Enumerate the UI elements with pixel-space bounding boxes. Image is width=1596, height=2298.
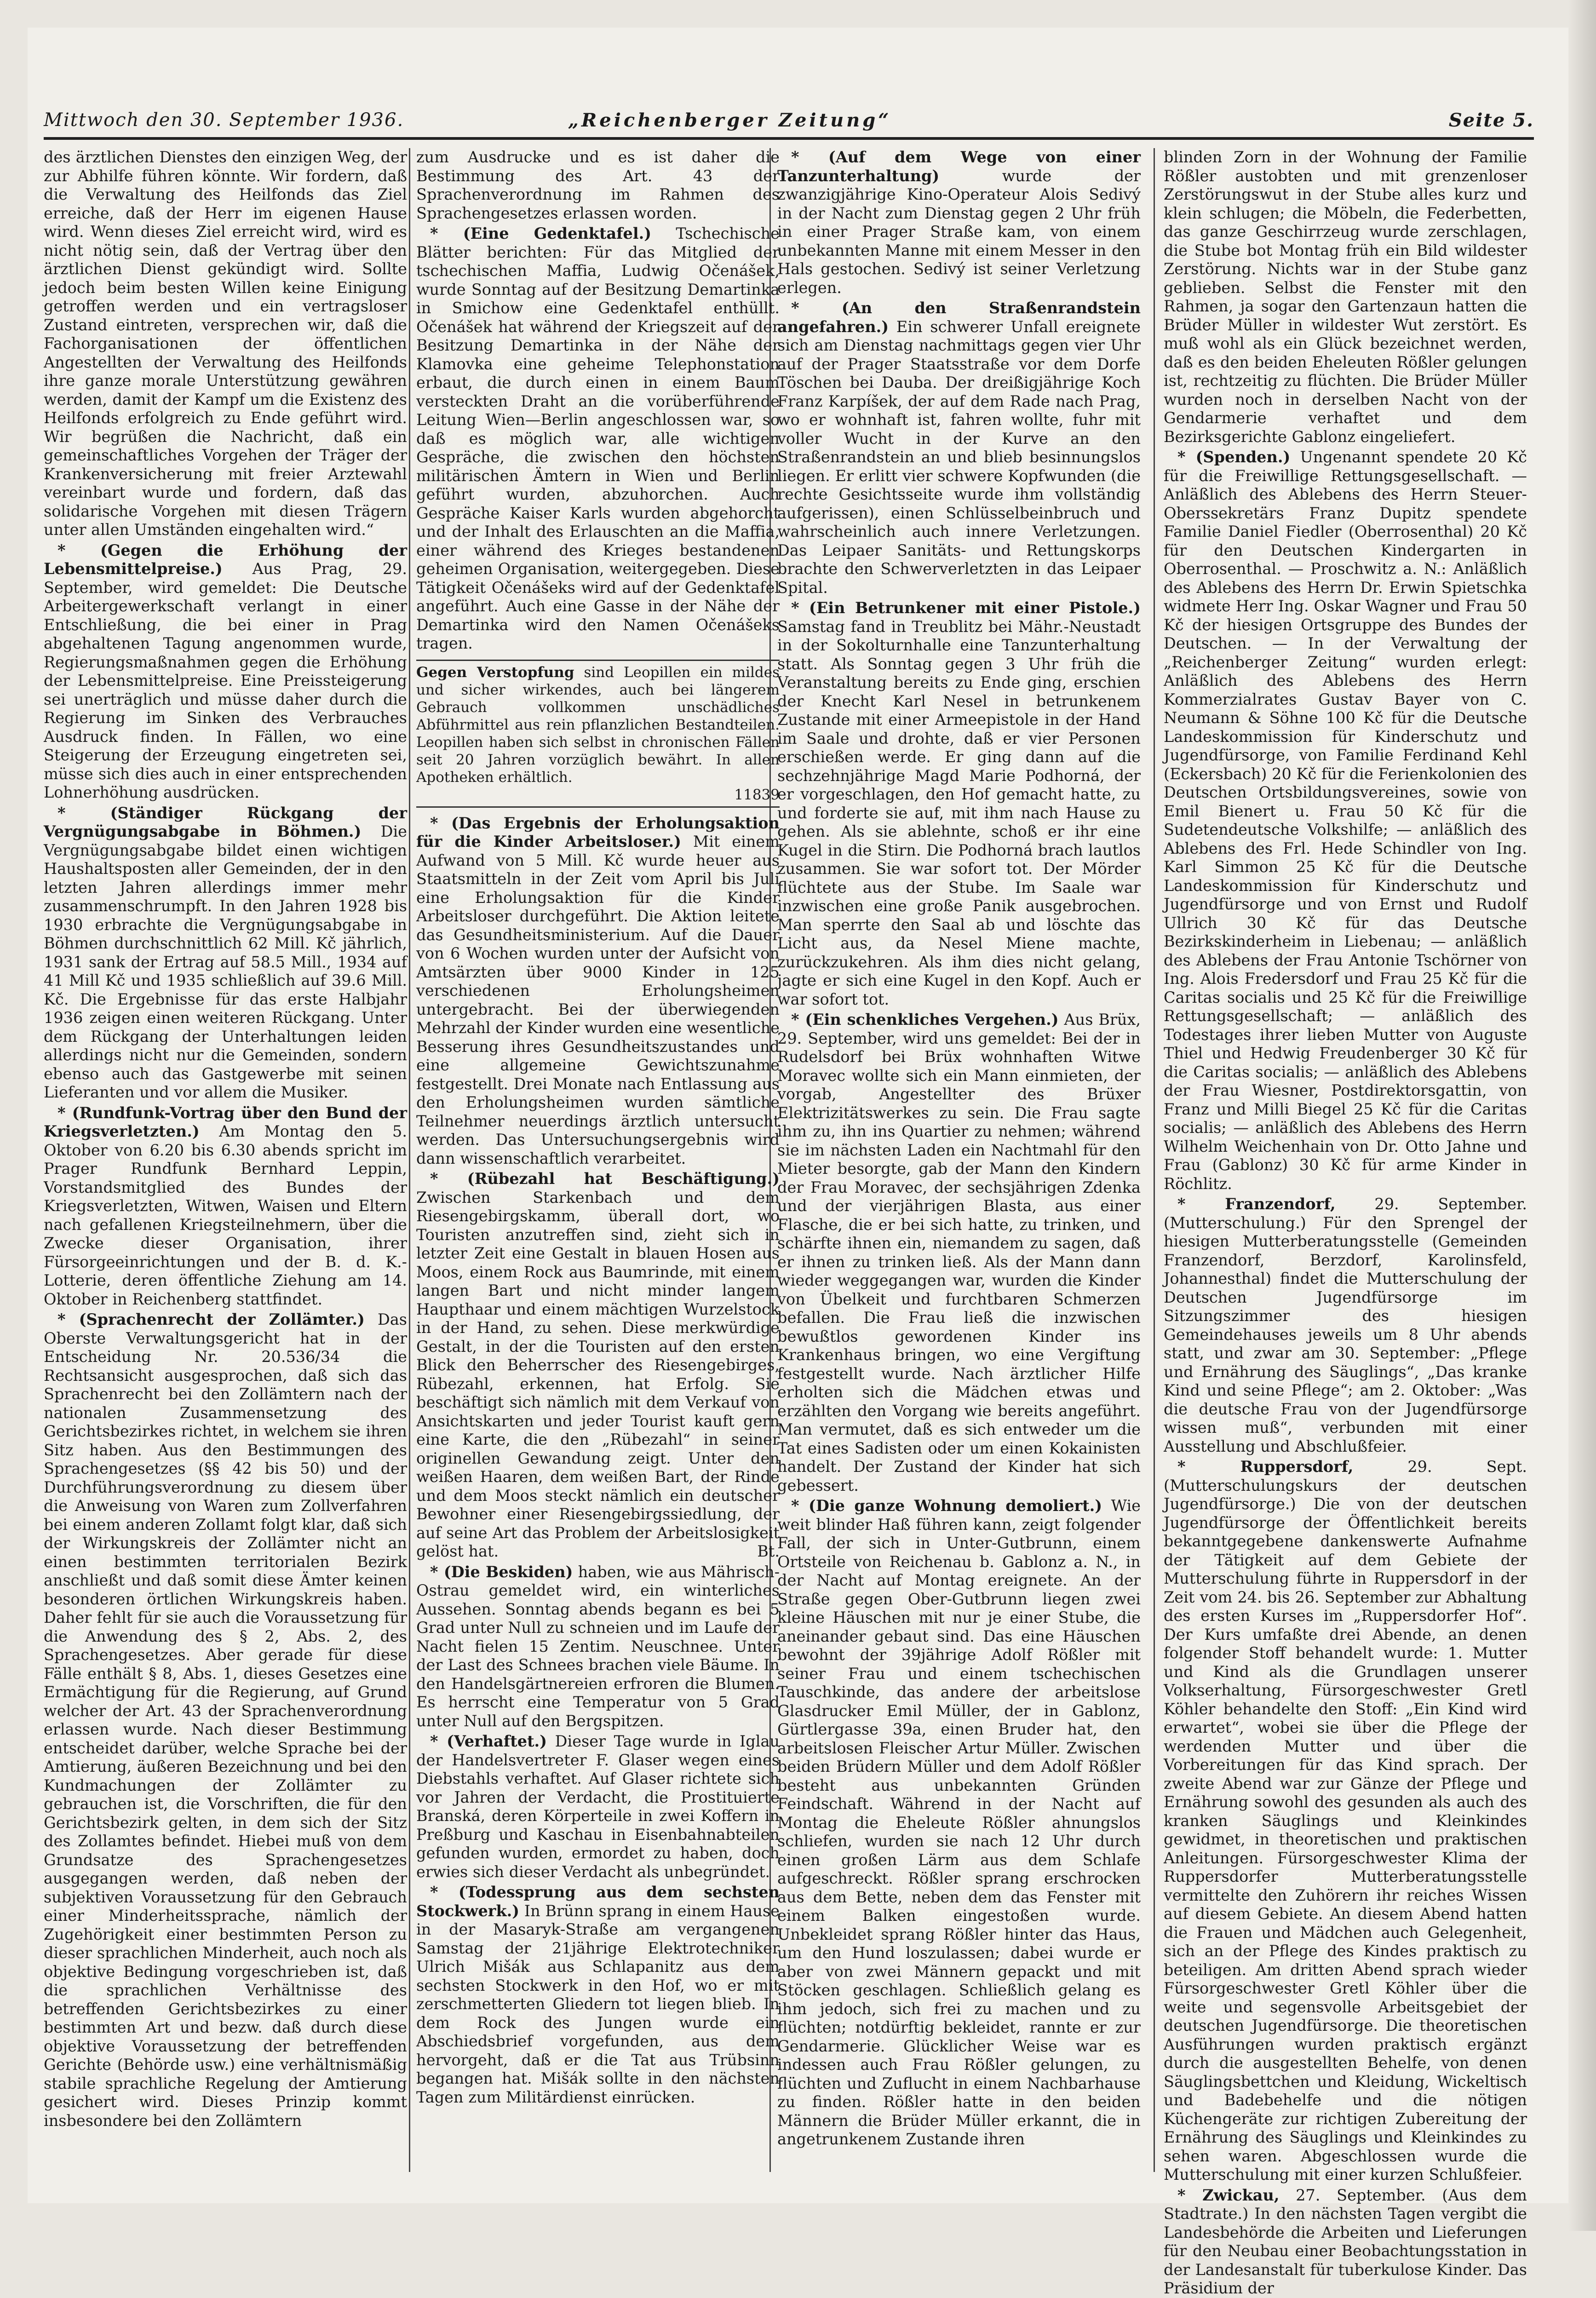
article-heading: * (Gegen die Erhöhung der Lebensmittelpreise.) bbox=[44, 541, 407, 578]
article-text: In Brünn sprang in einem Hause in der Masaryk-Straße am vergangenen Samstag der 21jährige Elektrotechniker Ulrich Mišák aus Schlapanitz aus dem sechsten Stockwerk in den Hof, wo er mit zerschmetterten Gliedern tot liegen blieb. In dem Rock des Jungen wurde ein Abschiedsbrief vorgefunden, aus dem hervorgeht, daß er die Tat aus Trübsinn begangen hat. Mišák sollte in den nächsten Tagen zum Militärdienst einrücken. bbox=[416, 1902, 780, 2106]
article-strassenrandstein bbox=[777, 299, 1141, 597]
article-text: Dieser Tage wurde in Iglau der Handelsvertreter F. Glaser wegen eines Diebstahls verhaftet. Auf Glaser richtete sich vor Jahren der Verdacht, die Prostituierte Branská, deren Körperteile in zwei Koffern in Preßburg und Kaschau in Eisenbahnabteilen gefunden wurden, ermordet zu haben, doch erwies sich dieser Verdacht als unbegründet. bbox=[416, 1732, 780, 1881]
article-text: Aus Prag, 29. September, wird gemeldet: Die Deutsche Arbeitergewerkschaft verlangt in einer Entschließung, die bei einer in Prag abgehaltenen Tagung angenommen wurde, Regierungsmaßnahmen gegen die Erhöhung der Lebensmittelpreise. Eine Preissteigerung sei unerträglich und müsse daher durch die Regierung im Sinken des Verbrauches Ausdruck finden. In Fällen, wo eine Steigerung der Erzeugung eingetreten sei, müsse sich dies auch in einer entsprechenden Lohnerhöhung ausdrücken. bbox=[44, 560, 407, 801]
article-wohnung-demoliert bbox=[777, 1497, 1141, 2149]
article-gedenktafel bbox=[416, 224, 780, 653]
article-beskiden bbox=[416, 1563, 780, 1731]
article-text: Tschechische Blätter berichten: Für das Mitglied der tschechischen Maffia, Ludwig Očenášek, wurde Sonntag auf der Besitzung Demartinka in Smichow eine Gedenktafel enthüllt. Očenášek hat während der Kriegszeit auf der Besitzung Demartinka in der Nähe der Klamovka eine geheime Telephonstation erbaut, die durch einen in einem Baum versteckten Draht an die vorüberführende Leitung Wien—Berlin angeschlossen war, so daß es möglich war, alle wichtigen Gespräche, die zwischen den höchsten militärischen Ämtern in Wien und Berlin geführt wurden, abzuhorchen. Auch Gespräche Kaiser Karls wurden abgehorcht und der Inhalt des Erlauschten an die Maffia, einer während des Krieges bestandenen geheimen Organisation, weitergegeben. Diese Tätigkeit Očenášeks wird auf der Gedenktafel angeführt. Auch eine Gasse in der Nähe der Demartinka wird den Namen Očenášeks tragen. bbox=[416, 224, 780, 652]
article-text: Am Montag den 5. Oktober von 6.20 bis 6.30 abends spricht im Prager Rundfunk Bernhard Leppin, Vorstandsmitglied des Bundes der Kriegsverletzten, Witwen, Waisen und Eltern nach gefallenen Kriegsteilnehmern, über die Zwecke dieser Organisation, ihrer Fürsorgeeinrichtungen und der B. d. K.-Lotterie, deren öffentliche Ziehung am 14. Oktober in Reichenberg stattfindet. bbox=[44, 1122, 408, 1308]
article-erholungsaktion bbox=[416, 814, 780, 1168]
article-todessprung bbox=[416, 1883, 780, 2107]
article-heading: * (Todessprung aus dem sechsten Stockwerk.) bbox=[416, 1883, 780, 1920]
header-rule bbox=[44, 137, 1534, 140]
column-2 bbox=[416, 148, 780, 2172]
article-text: blinden Zorn in der Wohnung der Familie Rößler austobten und mit grenzenloser Zerstörungswut in der Stube alles kurz und klein schlugen; die Möbeln, die Federbetten, das ganze Geschirrzeug wurde zerschlagen, die Stube bot Montag früh ein Bild wildester Zerstörung. Nichts war in der Stube ganz geblieben. Selbst die Fenster mit den Rahmen, ja sogar den Gartenzaun hatten die Brüder Müller in wildester Wut zerstört. Es muß wohl als ein Glück bezeichnet werden, daß es den beiden Eheleuten Rößler gelungen ist, rechtzeitig zu flüchten. Die Brüder Müller wurden noch in derselben Nacht von der Gendarmerie verhaftet und dem Bezirksgerichte Gablonz eingeliefert. bbox=[1164, 148, 1527, 446]
article-text: Samstag fand in Treublitz bei Mähr.-Neustadt in der Sokolturnhalle eine Tanzunterhaltung statt. Als Sonntag gegen 3 Uhr früh die Veranstaltung bereits zu Ende ging, erschien der Knecht Karl Nesel in betrunkenem Zustande mit einer Armeepistole in der Hand im Saale und drohte, daß er vier Personen erschießen werde. Er ging dann auf die sechzehnjährige Magd Marie Podhorná, der er vorgeschlagen, den Hof gemacht hatte, zu und forderte sie auf, mit ihm nach Hause zu gehen. Als sie ablehnte, schoß er ihr eine Kugel in die Stirn. Die Podhorná brach lautlos zusammen. Sie war sofort tot. Der Mörder flüchtete aus der Stube. Im Saale war inzwischen eine große Panik ausgebrochen. Man sperrte den Saal ab und löschte das Licht aus, da Nesel Miene machte, zurückzukehren. Als ihm dies nicht gelang, jagte er sich eine Kugel in den Kopf. Auch er war sofort tot. bbox=[777, 617, 1141, 1008]
article-heading: * Zwickau, bbox=[1177, 2186, 1280, 2204]
article-text: Aus Brüx, 29. September, wird uns gemeldet: Bei der in Rudelsdorf bei Brüx wohnhaften Witwe Moravec wollte sich ein Mann einmieten, der vorgab, Angestellter des Brüxer Elektrizitätswerkes zu sein. Die Frau sagte ihm zu, ihn ins Quartier zu nehmen; während sie im nächsten Laden ein Nachtmahl für den Mieter besorgte, gab der Mann den Kindern der Frau Moravec, der sechsjährigen Zdenka und der vierjährigen Blasta, aus einer Flasche, die er bei sich hatte, zu trinken, und schärfte ihnen ein, niemandem zu sagen, daß er ihnen zu trinken ließ. Als der Mann dann wieder weggegangen war, wurden die Kinder von Übelkeit und furchtbaren Schmerzen befallen. Die Frau ließ die inzwischen bewußtlos gewordenen Kinder ins Krankenhaus bringen, wo eine Vergiftung festgestellt wurde. Nach ärztlicher Hilfe erholten sich die Mädchen etwas und erzählten den Vorgang wie bereits angeführt. Man vermutet, daß es sich entweder um die Tat eines Sadisten oder um einen Kokainisten handelt. Der Zustand der Kinder hat sich gebessert. bbox=[777, 1011, 1141, 1494]
article-text: Ungenannt spendete 20 Kč für die Freiwillige Rettungsgesellschaft. — Anläßlich des Ablebens des Herrn Steuer-Oberssekretärs Franz Dupitz spendete Familie Daniel Fiedler (Oberrosenthal) 20 Kč für den Deutschen Kindergarten in Oberrosenthal. — Proschwitz a. N.: Anläßlich des Ablebens des Herrn Dr. Erwin Spietschka widmete Herr Ing. Oskar Wagner und Frau 50 Kč der hiesigen Ortsgruppe des Bundes der Deutschen. — In der Verwaltung der „Reichenberger Zeitung“ wurden erlegt: Anläßlich des Ablebens des Herrn Kommerzialrates Gustav Bayer von C. Neumann & Söhne 100 Kč für die Deutsche Landeskommission für Kinderschutz und Jugendfürsorge, von Familie Ferdinand Kehl (Eckersbach) 20 Kč für die Ferienkolonien des Deutschen Ortsbildungsvereines, sowie von Emil Bienert u. Frau 50 Kč für die Sudetendeutsche Volkshilfe; — anläßlich des Ablebens des Frl. Hede Schindler von Ing. Karl Simmon 25 Kč für die Deutsche Landeskommission für Kinderschutz und Jugendfürsorge und von Ernst und Rudolf Ullrich 30 Kč für das Deutsche Bezirkskinderheim in Liebenau; — anläßlich des Ablebens der Frau Antonie Tschörner von Ing. Alois Fredersdorf und Frau 25 Kč für die Caritas socialis und 25 Kč für die Freiwillige Rettungsgesellschaft; — anläßlich des Todestages ihrer lieben Mutter von Auguste Thiel und Hedwig Freudenberger 30 Kč für die Caritas socialis; — anläßlich des Ablebens der Frau Wiesner, Postdirektorsgattin, von Franz und Milli Biegel 25 Kč für die Caritas socialis; — anläßlich des Ablebens des Herrn Wilhelm Weichenhain von Dr. Otto Jahne und Frau (Gablonz) 30 Kč für arme Kinder in Röchlitz. bbox=[1164, 448, 1527, 1193]
article-heading: * (Ständiger Rückgang der Vergnügungsabgabe in Böhmen.) bbox=[44, 804, 407, 840]
page-edge bbox=[1568, 0, 1596, 2231]
article-heading: * (Rübezahl hat Beschäftigung.) bbox=[430, 1170, 780, 1188]
article-text: Das Oberste Verwaltungsgericht hat in der Entscheidung Nr. 20.536/34 die Rechtsansicht ausgesprochen, daß sich das Sprachenrecht bei den Zollämtern nach der nationalen Zusammensetzung des Gerichtsbezirkes richtet, in welchem sie ihren Sitz haben. Aus den Bestimmungen des Sprachengesetzes (§§ 42 bis 50) und der Durchführungsverordnung zu diesem über die Anweisung von Waren zum Zollverfahren bei einem anderen Zollamt folgt klar, daß sich der Wirkungskreis der Zollämter nicht an einen bestimmten territorialen Bezirk anschließt und daß somit diese Ämter keinen besonderen örtlichen Wirkungskreis haben. Daher fehlt für sie auch die Voraussetzung für die Anwendung des § 2, Abs. 2, des Sprachengesetzes. Aber gerade für diese Fälle enthält § 8, Abs. 1, dieses Gesetzes eine Ermächtigung für die Regierung, auf Grund welcher der Art. 43 der Sprachenverordnung erlassen wurde. Nach dieser Bestimmung entscheidet darüber, welche Sprache bei der Amtierung, äußeren Bezeichnung und bei den Kundmachungen der Zollämter zu gebrauchen ist, die Vorschriften, die für den Gerichtsbezirk gelten, in dem sich der Sitz des Zollamtes befindet. Hiebei muß von dem Grundsatze des Sprachengesetzes ausgegangen werden, daß neben der subjektiven Voraussetzung für den Gebrauch einer Minderheitssprache, nämlich der Zugehörigkeit einer bestimmten Person zu dieser sprachlichen Minderheit, auch noch als objektive Bedingung vorgeschrieben ist, daß die sprachlichen Verhältnisse des betreffenden Gerichtsbezirkes zu einer bestimmten Art und bezw. daß durch diese objektive Voraussetzung der betreffenden Gerichte (Behörde usw.) eine verhältnismäßig stabile sprachliche Regelung der Amtierung gesichert wird. Dieses Prinzip kommt insbesondere bei den Zollämtern bbox=[44, 1310, 407, 2130]
article-text: Zwischen Starkenbach und dem Riesengebirgskamm, überall dort, wo Touristen anzutreffen sind, zieht sich in letzter Zeit eine Gestalt in blauen Hosen aus Moos, einem Rock aus Baumrinde, mit einem langen Bart und nicht minder langem Haupthaar und einem mächtigen Wurzelstock in der Hand, zu sehen. Diese merkwürdige Gestalt, in der die Touristen auf den ersten Blick den Beherrscher des Riesengebirges, Rübezahl, erkennen, hat Erfolg. Sie beschäftigt sich nämlich mit dem Verkauf von Ansichtskarten und jeder Tourist kauft gern eine Karte, die den „Rübezahl“ in seiner originellen Gewandung zeigt. Unter den weißen Haaren, dem weißen Bart, der Rinde und dem Moos steckt nämlich ein deutscher Bewohner einer Riesengebirgssiedlung, der auf seine Art das Problem der Arbeitslosigkeit gelöst hat. bbox=[416, 1188, 780, 1560]
article-text: Die Vergnügungsabgabe bildet einen wichtigen Haushaltsposten aller Gemeinden, der in den letzten Jahren allerdings immer mehr zusammenschrumpft. In den Jahren 1928 bis 1930 erbrachte die Vergnügungsabgabe in Böhmen durchschnittlich 62 Mill. Kč jährlich, 1931 sank der Ertrag auf 58.5 Mill., 1934 auf 41 Mill Kč und 1935 schließlich auf 39.6 Mill. Kč. Die Ergebnisse für das erste Halbjahr 1936 zeigen einen weiteren Rückgang. Unter dem Rückgang der Unterhaltungen leiden allerdings nicht nur die Gemeinden, sondern ebenso auch das Gastgewerbe mit seinen Lieferanten und vor allem die Musiker. bbox=[44, 822, 407, 1101]
article-heading: * (Spenden.) bbox=[1177, 448, 1291, 466]
header-title: „Reichenberger Zeitung“ bbox=[568, 109, 892, 131]
column-4 bbox=[1164, 148, 1527, 2297]
ad-text: sind Leopillen ein mildes und sicher wirkendes, auch bei längerem Gebrauch vollkommen unschädliches Abführmittel aus rein pflanzlichen Bestandteilen. Leopillen haben sich selbst in chronischen Fällen seit 20 Jahren vorzüglich bewährt. In allen Apotheken erhältlich. bbox=[416, 664, 780, 786]
ad-number: 11839 bbox=[734, 786, 780, 803]
article-signature: Bt. bbox=[757, 1542, 780, 1560]
article-continuation bbox=[1164, 148, 1527, 446]
article-text: 29. Sept. (Mutterschulungskurs der deutschen Jugendfürsorge.) Die von der deutschen Jugendfürsorge der Öffentlichkeit bereits bekanntgegebene dankenswerte Aufnahme der Tätigkeit auf dem Gebiete der Mutterschulung führte in Ruppersdorf in der Zeit vom 24. bis 26. September zur Abhaltung des ersten Kurses im „Ruppersdorfer Hof“. Der Kurs umfaßte drei Abende, an denen folgender Stoff behandelt wurde: 1. Mutter und Kind als die Grundlagen unserer Volkserhaltung, Fürsorgeschwester Gretl Köhler behandelte den Stoff: „Ein Kind wird erwartet“, wobei sie über die Pflege der werdenden Mutter und über die Vorbereitungen für das Kind sprach. Der zweite Abend war zur Gänze der Pflege und Ernährung sowohl des gesunden als auch des kranken Säuglings und Kleinkindes gewidmet, in theoretischen und praktischen Anleitungen. Fürsorgeschwester Klima der Ruppersdorfer Mutterberatungsstelle vermittelte den Zuhörern ihr reiches Wissen auf diesem Gebiete. An diesem Abend hatten die Frauen und Mädchen auch Gelegenheit, sich an der Pflege des Kindes praktisch zu beteiligen. Am dritten Abend sprach wieder Fürsorgeschwester Gretl Köhler über die weite und segensvolle Arbeitsgebiet der deutschen Jugendfürsorge. Die theoretischen Ausführungen wurden praktisch ergänzt durch die ausgestellten Behelfe, von denen Säuglingsbettchen und Kleidung, Wickeltisch und Badebehelfe und die nötigen Küchengeräte zur richtigen Zubereitung der Ernährung des Säuglings und Kleinkindes zu sehen waren. Abgeschlossen wurde die Mutterschulung mit einer kurzen Schlußfeier. bbox=[1164, 1458, 1527, 2183]
article-heading: * (Ein schenkliches Vergehen.) bbox=[791, 1011, 1059, 1028]
article-continuation bbox=[44, 148, 407, 540]
article-heading: * (Die Beskiden) bbox=[430, 1563, 573, 1581]
article-heading: * Ruppersdorf, bbox=[1177, 1458, 1354, 1476]
article-heading: * Franzendorf, bbox=[1177, 1195, 1336, 1213]
article-heading: * (Eine Gedenktafel.) bbox=[430, 224, 652, 242]
article-rundfunk-vortrag bbox=[44, 1104, 407, 1309]
article-heading: * (Ein Betrunkener mit einer Pistole.) bbox=[791, 599, 1141, 617]
column-divider bbox=[409, 148, 410, 2172]
column-3 bbox=[777, 148, 1141, 2172]
column-divider bbox=[1154, 148, 1155, 2172]
header-page-number: Seite 5. bbox=[1448, 109, 1534, 131]
header-date: Mittwoch den 30. September 1936. bbox=[44, 109, 404, 131]
article-heading: * (Die ganze Wohnung demoliert.) bbox=[791, 1497, 1102, 1515]
article-text: 27. September. (Aus dem Stadtrate.) In den nächsten Tagen vergibt die Landesbehörde die Arbeiten und Lieferungen für den Neubau einer Beobachtungsstation in der Landesanstalt für tuberkulose Kinder. Das Präsidium der bbox=[1164, 2186, 1527, 2297]
article-lebensmittelpreise bbox=[44, 541, 407, 802]
article-text: des ärztlichen Dienstes den einzigen Weg, der zur Abhilfe führen könnte. Wir fordern, daß die Verwaltung des Heilfonds das Ziel erreiche, daß der Herr im eigenen Hause wird. Wenn dieses Ziel erreicht wird, wird es nicht nötig sein, daß der Vertrag über den ärztlichen Dienst gekündigt wird. Sollte jedoch beim besten Willen keine Einigung getroffen werden und ein vertragsloser Zustand eintreten, versprechen wir, daß die Fachorganisationen der öffentlichen Angestellten der Verwaltung des Heilfonds ihre ganze morale Unterstützung gewähren werden, damit der Kampf um die Existenz des Heilfonds erfolgreich zu Ende geführt wird. Wir begrüßen die Nachricht, daß ein gemeinschaftliches Vorgehen der Träger der Krankenversicherung mit freier Arztewahl vereinbart wurde und fordern, daß das solidarische Vorgehen mit diesen Trägern unter allen Umständen eingehalten wird.“ bbox=[44, 148, 407, 539]
article-ruebezahl bbox=[416, 1170, 780, 1561]
article-heading: * (Verhaftet.) bbox=[430, 1732, 547, 1750]
ad-title: Gegen Verstopfung bbox=[416, 664, 574, 681]
article-spenden bbox=[1164, 448, 1527, 1193]
article-sprachenrecht bbox=[44, 1310, 407, 2130]
article-heading: * (Rundfunk-Vortrag über den Bund der Kriegsverletzten.) bbox=[44, 1103, 407, 1140]
column-1 bbox=[44, 148, 407, 2172]
article-vergnuegungsabgabe bbox=[44, 804, 407, 1102]
article-continuation bbox=[416, 148, 780, 223]
article-zwickau bbox=[1164, 2186, 1527, 2298]
article-vergehen bbox=[777, 1011, 1141, 1495]
article-betrunkener bbox=[777, 599, 1141, 1009]
article-verhaftet bbox=[416, 1732, 780, 1881]
article-heading: * (Sprachenrecht der Zollämter.) bbox=[57, 1310, 365, 1328]
article-text: Ein schwerer Unfall ereignete sich am Dienstag nachmittags gegen vier Uhr auf der Prager Staatsstraße vor dem Dorfe Töschen bei Dauba. Der dreißigjährige Koch Franz Karpíšek, der auf dem Rade nach Prag, wo er wohnhaft ist, fahren wollte, fuhr mit voller Wucht in der Kurve an den Straßenrandstein an und blieb besinnungslos liegen. Er erlitt vier schwere Kopfwunden (die rechte Gesichtsseite wurde ihm vollständig aufgerissen), einen Schlüsselbeinbruch und wahrscheinlich auch innere Verletzungen. Das Leipaer Sanitäts- und Rettungskorps brachte den Schwerverletzten in das Leipaer Spital. bbox=[777, 317, 1141, 597]
article-text: wurde der zwanzigjährige Kino-Operateur Alois Sedivý in der Nacht zum Dienstag gegen 2 Uhr früh in einer Prager Straße kam, von einem unbekannten Manne mit einem Messer in den Hals gestochen. Sedivý ist seiner Verletzung erlegen. bbox=[777, 167, 1141, 297]
article-tanzunterhaltung bbox=[777, 148, 1141, 297]
article-text: Mit einem Aufwand von 5 Mill. Kč wurde heuer aus Staatsmitteln in der Zeit vom April bis Juli eine Erholungsaktion für die Kinder Arbeitsloser durchgeführt. Die Aktion leitete das Gesundheitsministerium. Auf die Dauer von 6 Wochen wurden unter der Aufsicht von Amtsärzten über 9000 Kinder in 125 verschiedenen Erholungsheimen untergebracht. Bei der überwiegenden Mehrzahl der Kinder wurden eine wesentliche Besserung ihres Gesundheitszustandes und eine allgemeine Gewichtszunahme festgestellt. Drei Monate nach Entlassung aus den Erholungsheimen wurden sämtliche Teilnehmer neuerdings ärztlich untersucht werden. Das Untersuchungsergebnis wird dann wissenschaftlich verarbeitet. bbox=[416, 833, 780, 1167]
article-heading: * (Auf dem Wege von einer Tanzunterhaltung) bbox=[777, 148, 1141, 185]
article-heading: * (Das Ergebnis der Erholungsaktion für die Kinder Arbeitsloser.) bbox=[416, 814, 780, 850]
article-text: zum Ausdrucke und es ist daher die Bestimmung des Art. 43 der Sprachenverordnung im Rahmen des Sprachengesetzes erlassen worden. bbox=[416, 148, 780, 222]
article-text: 29. September. (Mutterschulung.) Für den Sprengel der hiesigen Mutterberatungsstelle (Gemeinden Franzendorf, Berzdorf, Karolinsfeld, Johannesthal) findet die Mutterschulung der Deutschen Jugendfürsorge im Sitzungszimmer des hiesigen Gemeindehauses jeweils um 8 Uhr abends statt, und zwar am 30. September: „Pflege und Ernährung des Säuglings“, „Das kranke Kind und seine Pflege“; am 2. Oktober: „Was die deutsche Frau von der Jugendfürsorge wissen muß“, verbunden mit einer Ausstellung und Abschlußfeier. bbox=[1164, 1195, 1527, 1455]
article-text: Wie weit blinder Haß führen kann, zeigt folgender Fall, der sich in Unter-Gutbrunn, einem Ortsteile von Reichenau b. Gablonz a. N., in der Nacht auf Montag ereignete. An der Straße gegen Ober-Gutbrunn liegen zwei kleine Häuschen mit nur je einer Stube, die aneinander gebaut sind. Das eine Häuschen bewohnt der 39jährige Adolf Rößler mit seiner Frau und einem tschechischen Tauschkinde, das andere der arbeitslose Glasdrucker Emil Müller, der in Gablonz, Gürtlergasse 39a, einen Bruder hat, den arbeitslosen Fleischer Artur Müller. Zwischen beiden Brüdern Müller und dem Adolf Rößler besteht aus unbekannten Gründen Feindschaft. Während in der Nacht auf Montag die Eheleute Rößler ahnungslos schliefen, wurden sie nach 12 Uhr durch einen großen Lärm aus dem Schlafe aufgeschreckt. Rößler sprang erschrocken aus dem Bette, neben dem das Fenster mit einem Balken eingestoßen wurde. Unbekleidet sprang Rößler hinter das Haus, um den Hund loszulassen; dabei wurde er aber von zwei Männern gepackt und mit Stöcken geschlagen. Schließlich gelang es ihm jedoch, sich frei zu machen und zu flüchten; notdürftig bekleidet, rannte er zur Gendarmerie. Glücklicher Weise war es indessen auch Frau Rößler gelungen, zu flüchten und Zuflucht in einem Nachbarhause zu finden. Rößler hatte in den beiden Männern die Brüder Müller erkannt, die in angetrunkenem Zustande ihren bbox=[777, 1497, 1141, 2148]
article-franzendorf bbox=[1164, 1195, 1527, 1456]
advertisement-leopillen bbox=[416, 660, 780, 808]
article-text: haben, wie aus Mährisch-Ostrau gemeldet wird, ein winterliches Aussehen. Sonntag abends begann es bei 5 Grad unter Null zu schneien und im Laufe der Nacht fielen 15 Zentim. Neuschnee. Unter der Last des Schnees brachen viele Bäume. In den Handelsgärtnereien erfroren die Blumen. Es herrscht eine Temperatur von 5 Grad unter Null auf den Bergspitzen. bbox=[416, 1563, 780, 1730]
article-heading: * (An den Straßenrandstein angefahren.) bbox=[777, 299, 1141, 336]
article-ruppersdorf bbox=[1164, 1458, 1527, 2184]
